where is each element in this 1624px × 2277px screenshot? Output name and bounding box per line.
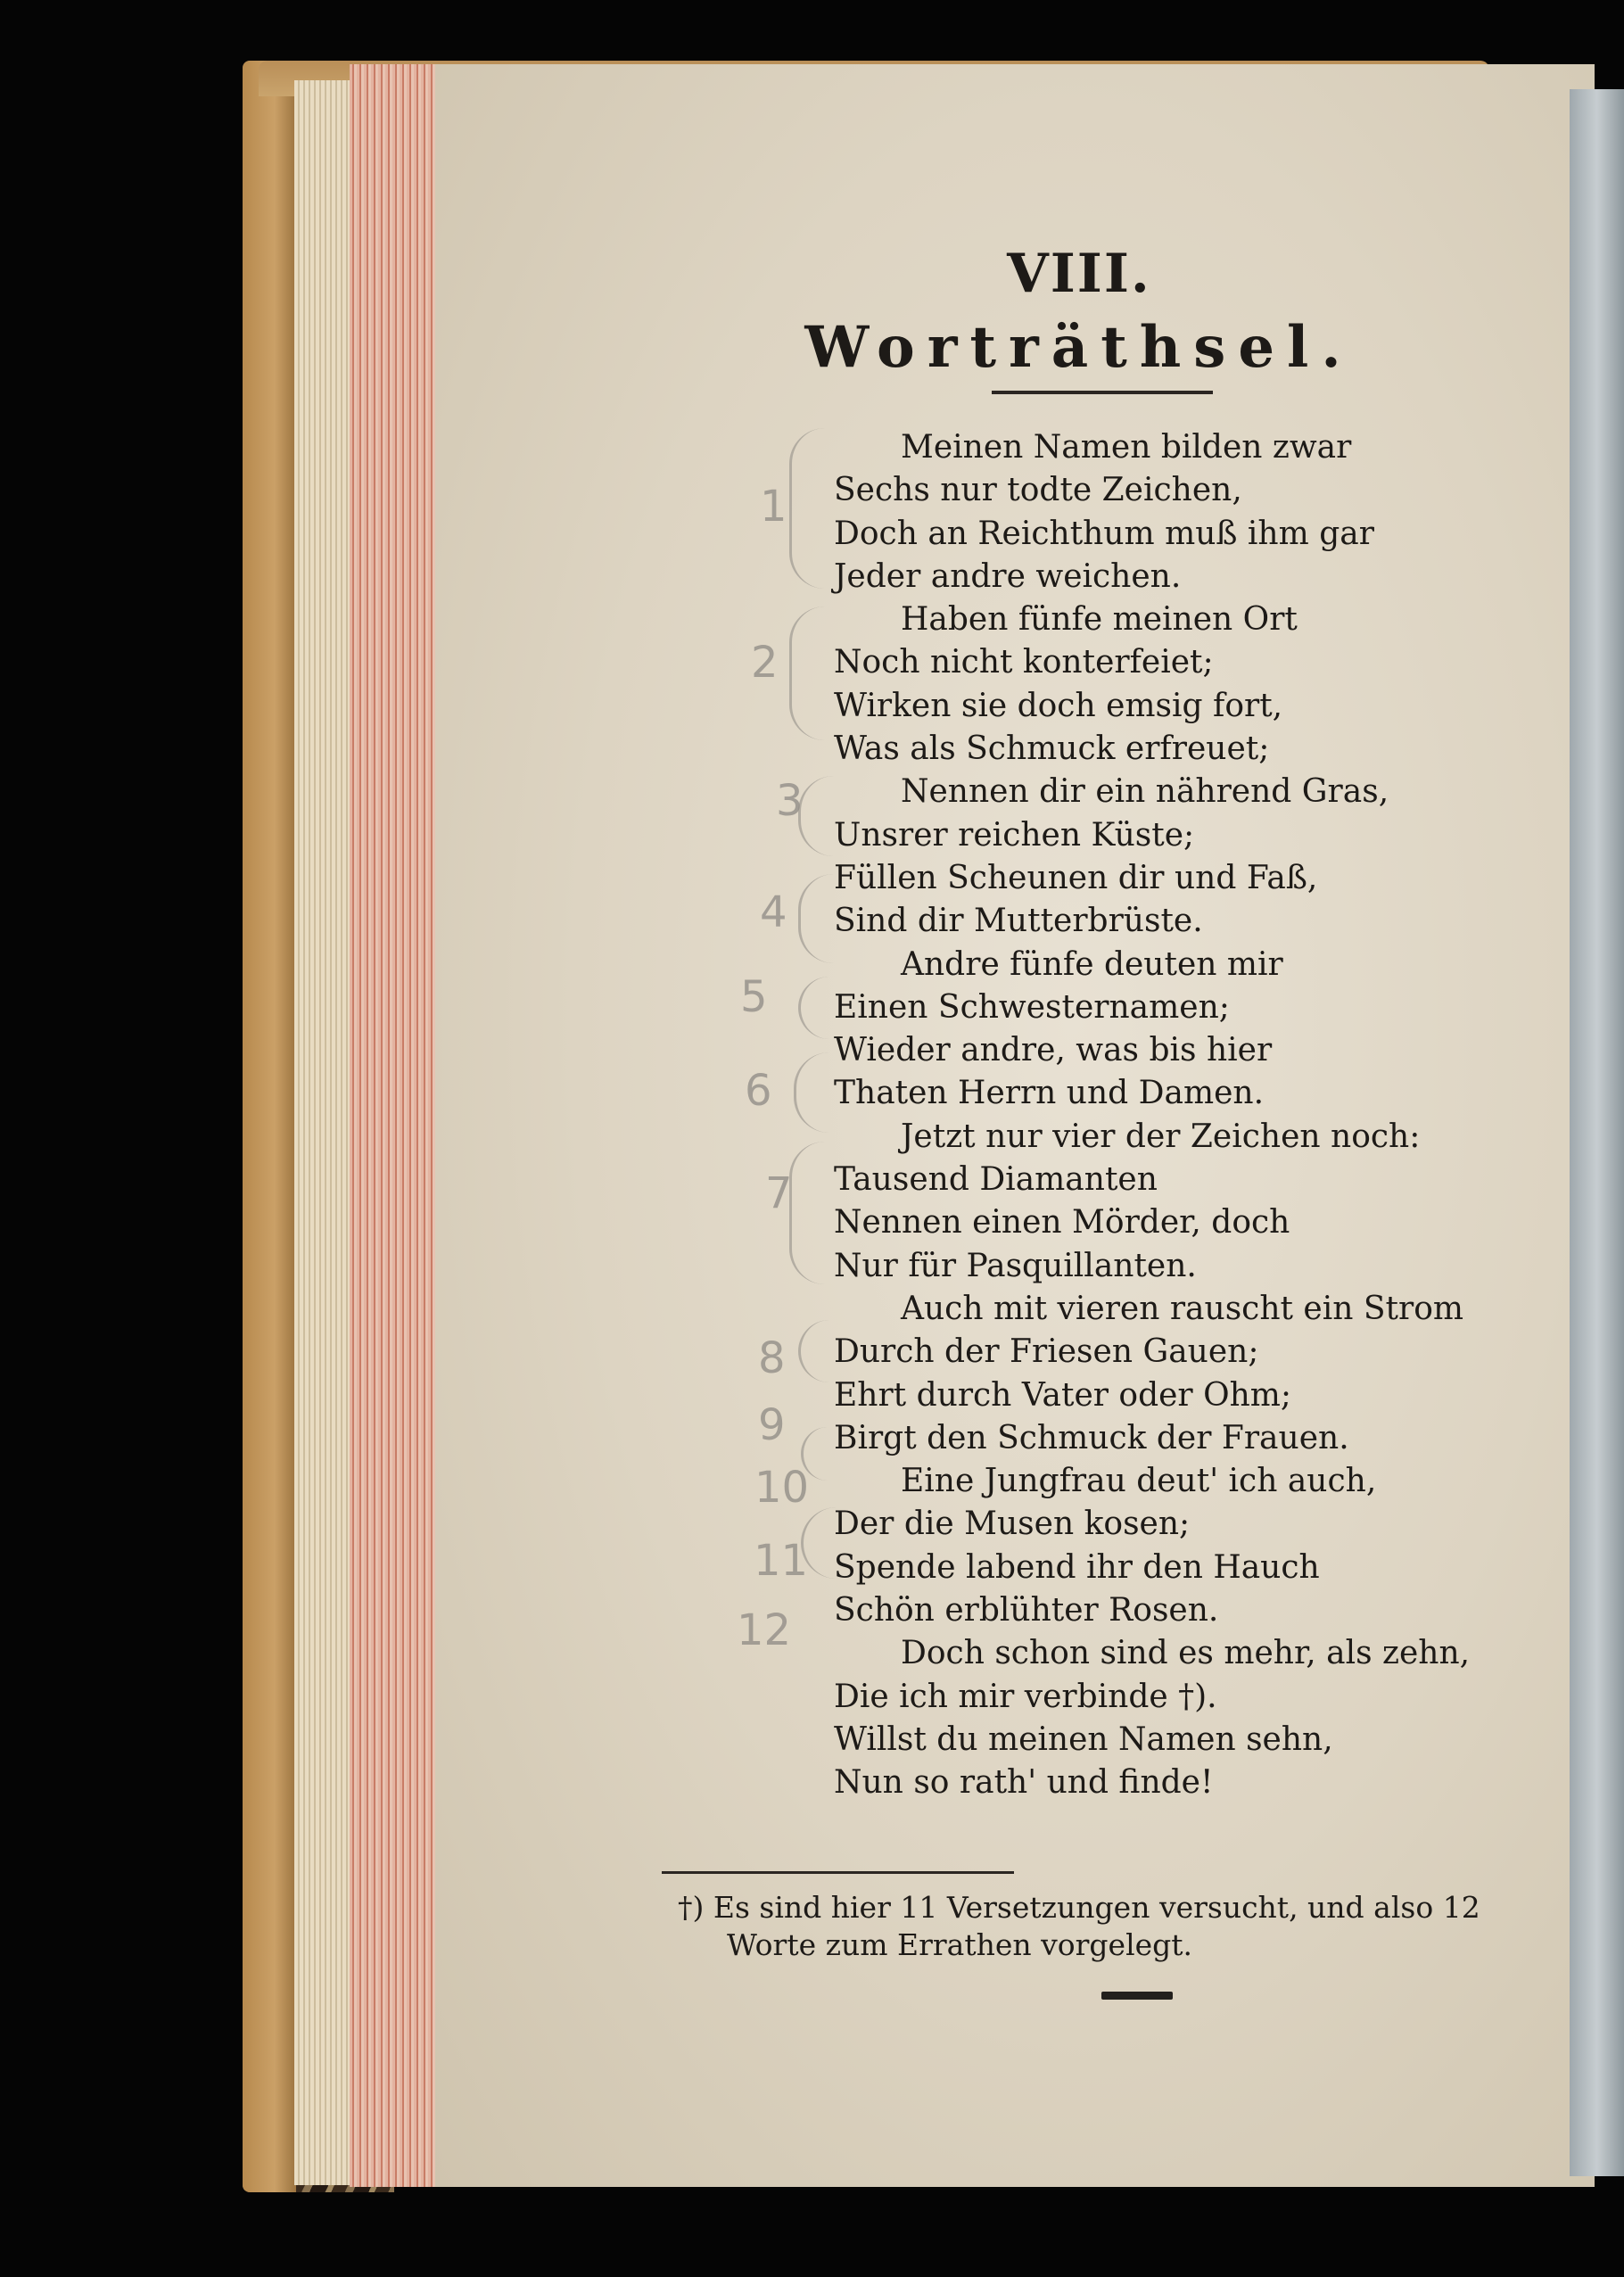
poem-line: Meinen Namen bilden zwar [901, 429, 1352, 466]
poem-line: Spende labend ihr den Hauch [834, 1548, 1320, 1586]
cover-spine-edge [243, 61, 296, 2192]
pencil-number: 6 [745, 1066, 772, 1116]
red-page-edges [350, 64, 439, 2187]
end-ornament [1101, 1992, 1173, 2000]
poem-line: Nun so rath' und finde! [834, 1764, 1214, 1802]
pencil-bracket [789, 1142, 828, 1284]
footnote-rule [662, 1871, 1014, 1874]
section-number: VIII. [1007, 243, 1151, 305]
pencil-number: 3 [776, 776, 804, 826]
poem-line: Nennen dir ein nährend Gras, [901, 773, 1389, 811]
page-stack [294, 80, 357, 2185]
poem-line: Nur für Pasquillanten. [834, 1247, 1197, 1284]
footnote [678, 1889, 1516, 1964]
poem-line: Nennen einen Mörder, doch [834, 1204, 1290, 1242]
pencil-number: 5 [740, 972, 768, 1022]
pencil-number: 10 [754, 1463, 810, 1513]
poem-line: Die ich mir verbinde †). [834, 1678, 1217, 1715]
pencil-number: 1 [760, 482, 787, 532]
title-rule [992, 391, 1213, 394]
pencil-number: 2 [751, 638, 779, 688]
poem-line: Durch der Friesen Gauen; [834, 1333, 1259, 1371]
poem-line: Birgt den Schmuck der Frauen. [834, 1419, 1349, 1456]
poem-line: Eine Jungfrau deut' ich auch, [901, 1463, 1377, 1500]
poem-line: Tausend Diamanten [834, 1161, 1158, 1199]
facing-page-edge [1570, 89, 1624, 2176]
poem [834, 426, 1512, 1805]
poem-line: Auch mit vieren rauscht ein Strom [901, 1290, 1464, 1327]
poem-line: Was als Schmuck erfreuet; [834, 730, 1270, 768]
poem-line: Ehrt durch Vater oder Ohm; [834, 1376, 1292, 1414]
poem-line: Jetzt nur vier der Zeichen noch: [901, 1118, 1421, 1155]
pencil-number: 12 [737, 1605, 792, 1655]
pencil-number: 8 [758, 1333, 786, 1383]
poem-line: Unsrer reichen Küste; [834, 816, 1195, 854]
poem-line: Füllen Scheunen dir und Faß, [834, 859, 1318, 896]
poem-line: Noch nicht konterfeiet; [834, 644, 1214, 681]
poem-line: Schön erblühter Rosen. [834, 1592, 1219, 1629]
poem-line: Der die Musen kosen; [834, 1506, 1191, 1543]
poem-line: Jeder andre weichen. [834, 557, 1182, 595]
poem-line: Doch schon sind es mehr, als zehn, [901, 1635, 1471, 1672]
pencil-number: 4 [760, 887, 787, 937]
poem-line: Wirken sie doch emsig fort, [834, 687, 1283, 724]
poem-line: Thaten Herrn und Damen. [834, 1075, 1265, 1112]
poem-line: Willst du meinen Namen sehn, [834, 1720, 1333, 1758]
poem-line: Sind dir Mutterbrüste. [834, 903, 1203, 940]
pencil-number: 7 [765, 1168, 793, 1218]
footnote-line-2: Worte zum Errathen vorgelegt. [727, 1927, 1193, 1962]
pencil-bracket [789, 606, 828, 740]
pencil-number: 11 [754, 1536, 809, 1586]
poem-line: Doch an Reichthum muß ihm gar [834, 515, 1374, 552]
poem-line: Andre fünfe deuten mir [901, 945, 1283, 983]
pencil-bracket [789, 428, 828, 589]
poem-line: Sechs nur todte Zeichen, [834, 472, 1242, 509]
poem-line: Einen Schwesternamen; [834, 988, 1230, 1026]
poem-line: Wieder andre, was bis hier [834, 1032, 1273, 1069]
page-title: Worträthsel. [804, 314, 1354, 381]
poem-line: Haben fünfe meinen Ort [901, 601, 1298, 639]
pencil-number: 9 [758, 1400, 786, 1450]
footnote-line-1: †) Es sind hier 11 Versetzungen versucht, und also 12 [678, 1890, 1480, 1925]
